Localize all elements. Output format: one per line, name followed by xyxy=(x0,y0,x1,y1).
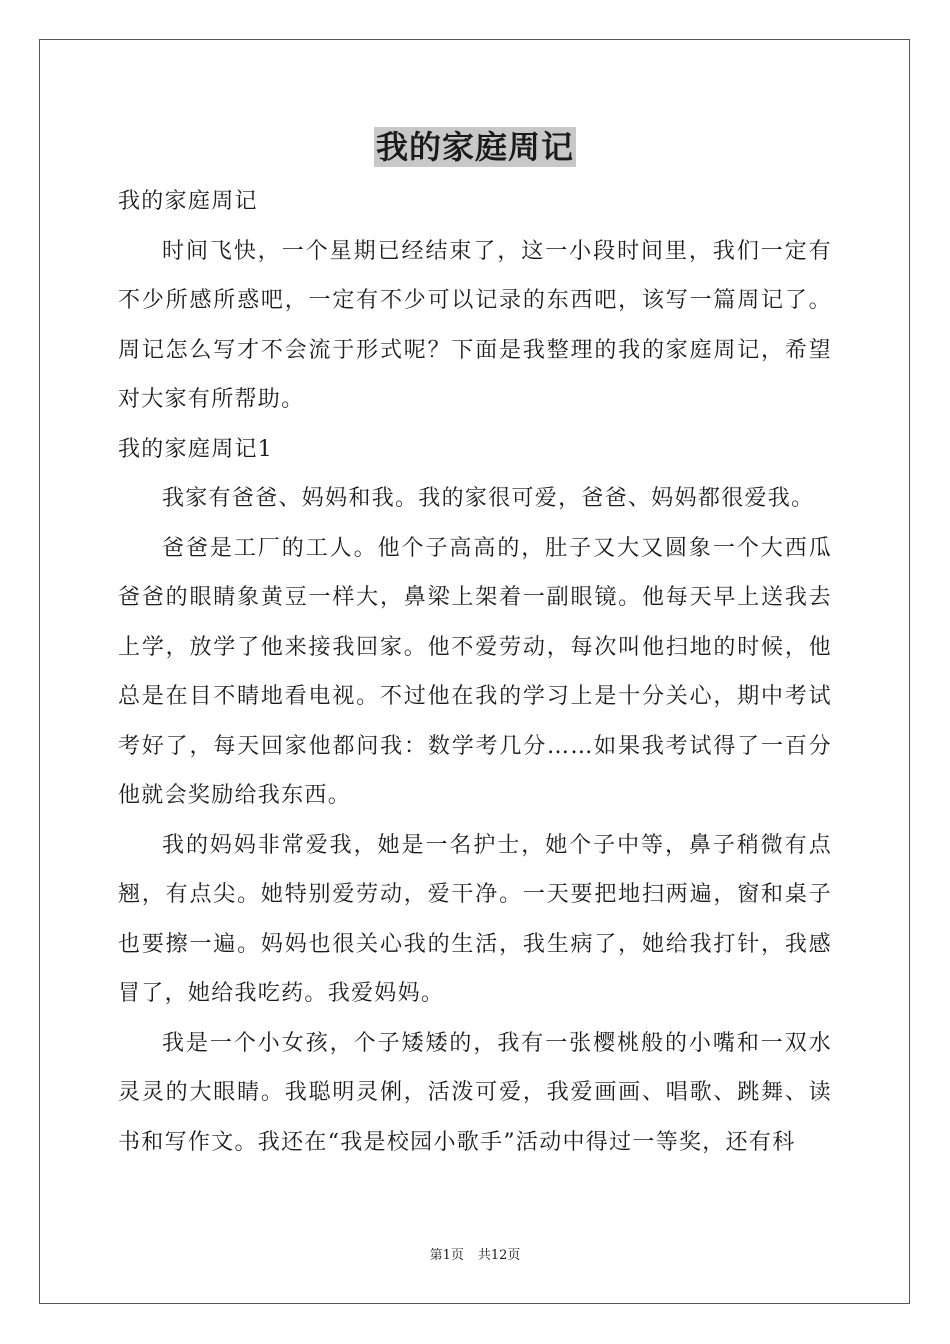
body-paragraph: 我家有爸爸、妈妈和我。我的家很可爱，爸爸、妈妈都很爱我。 xyxy=(162,486,815,511)
body-paragraph: 爸爸是工厂的工人。他个子高高的，肚子又大又圆象一个大西瓜爸爸的眼睛象黄豆一样大，鼻梁上架着一副眼镜。他每天早上送我去上学，放学了他来接我回家。他不爱劳动，每次叫他扫地的时候，他总是在目不睛地看电视。不过他在我的学习上是十分关心，期中考试考好了，每天回家他都问我：数学考几分……如果我考试得了一百分他就会奖励给我东西。 xyxy=(118,535,832,808)
page-footer xyxy=(0,1247,950,1265)
document-body xyxy=(118,177,832,1167)
page-total: 共12页 xyxy=(477,1248,521,1263)
body-paragraph: 我是一个小女孩，个子矮矮的，我有一张樱桃般的小嘴和一双水灵灵的大眼睛。我聪明灵俐，活泼可爱，我爱画画、唱歌、跳舞、读书和写作文。我还在“我是校园小歌手”活动中得过一等奖，还有科 xyxy=(118,1030,832,1155)
page-number: 第1页 xyxy=(429,1248,464,1263)
document-title xyxy=(0,127,950,167)
section-heading: 我的家庭周记 xyxy=(118,189,258,214)
body-paragraph: 时间飞快，一个星期已经结束了，这一小段时间里，我们一定有不少所感所惑吧，一定有不少可以记录的东西吧，该写一篇周记了。周记怎么写才不会流于形式呢？下面是我整理的我的家庭周记，希望对大家有所帮助。 xyxy=(118,238,832,412)
section-heading: 我的家庭周记1 xyxy=(118,436,274,462)
body-paragraph: 我的妈妈非常爱我，她是一名护士，她个子中等，鼻子稍微有点翘，有点尖。她特别爱劳动，爱干净。一天要把地扫两遍，窗和桌子也要擦一遍。妈妈也很关心我的生活，我生病了，她给我打针，我感冒了，她给我吃药。我爱妈妈。 xyxy=(118,832,832,1006)
document-title-text: 我的家庭周记 xyxy=(375,128,574,166)
